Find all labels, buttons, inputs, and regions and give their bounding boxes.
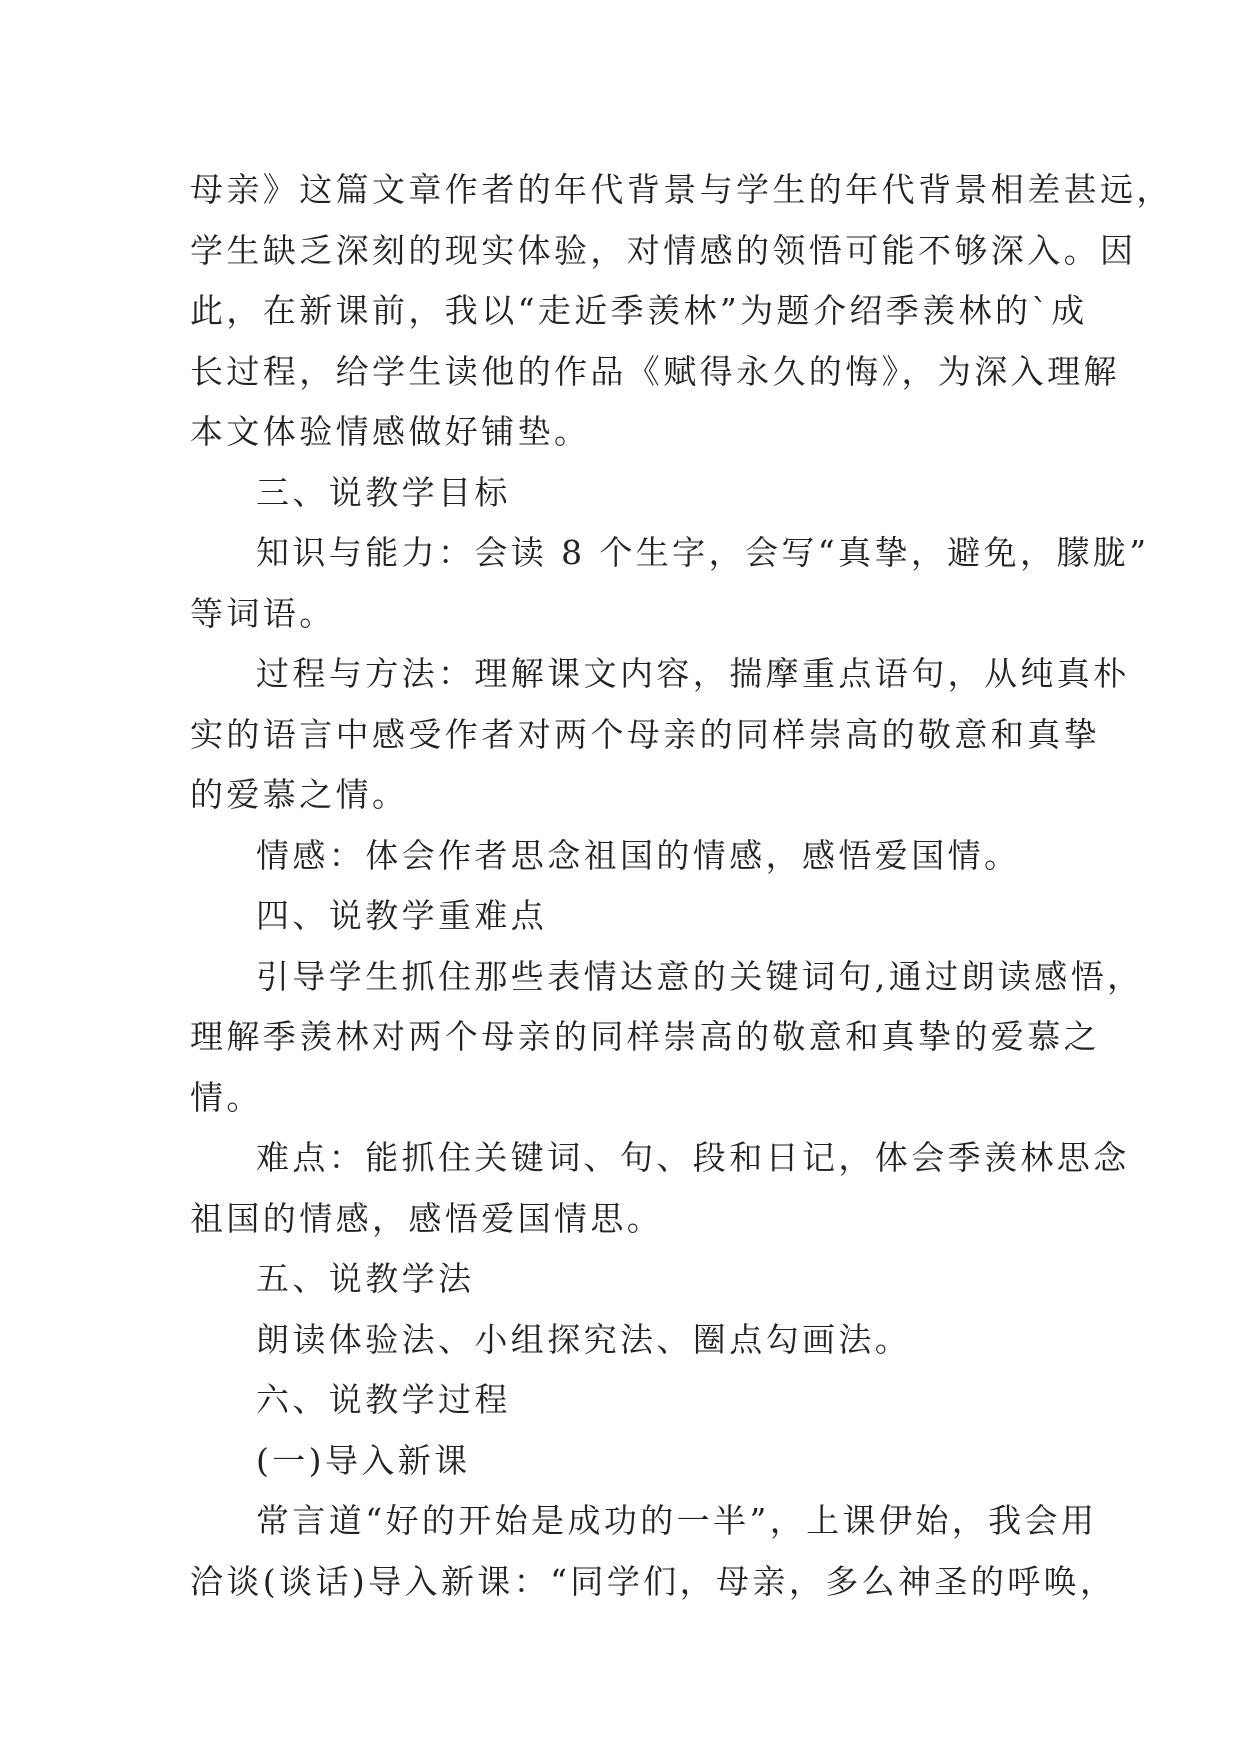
text-line: 长过程，给学生读他的作品《赋得永久的悔》，为深入理解 (190, 351, 1120, 391)
text-line: (一)导入新课 (256, 1440, 471, 1480)
text-line: 情感：体会作者思念祖国的情感，感悟爱国情。 (256, 835, 1021, 875)
text-line: 理解季羡林对两个母亲的同样崇高的敬意和真挚的爱慕之 (190, 1017, 1100, 1056)
text-line: 难点：能抓住关键词、句、段和日记，体会季羡林思念 (256, 1138, 1130, 1177)
text-line: 实的语言中感受作者对两个母亲的同样崇高的敬意和真挚 (190, 714, 1100, 754)
text-line: 本文体验情感做好铺垫。 (190, 412, 591, 451)
text-line: 母亲》这篇文章作者的年代背景与学生的年代背景相差甚远， (190, 170, 1173, 209)
text-line: 常言道“好的开始是成功的一半”，上课伊始，我会用 (256, 1501, 1098, 1540)
text-line: 等词语。 (190, 593, 336, 633)
text-line: 此，在新课前，我以“走近季羡林”为题介绍季羡林的`成 (190, 291, 1088, 330)
text-line: 的爱慕之情。 (190, 775, 409, 814)
text-line: 学生缺乏深刻的现实体验，对情感的领悟可能不够深入。因 (190, 230, 1137, 270)
text-line: 知识与能力：会读 8 个生字，会写“真挚，避免，朦胧” (256, 533, 1150, 572)
document-body (190, 160, 1173, 1612)
text-line: 五、说教学法 (256, 1259, 475, 1298)
text-line: 引导学生抓住那些表情达意的关键词句,通过朗读感悟， (256, 956, 1144, 996)
text-line: 朗读体验法、小组探究法、圈点勾画法。 (256, 1319, 912, 1359)
text-line: 祖国的情感，感悟爱国情思。 (190, 1198, 664, 1238)
text-line: 情。 (190, 1077, 263, 1117)
text-line: 洽谈(谈话)导入新课：“同学们，母亲，多么神圣的呼唤， (190, 1561, 1117, 1601)
text-line: 过程与方法：理解课文内容，揣摩重点语句，从纯真朴 (256, 654, 1130, 693)
text-line: 三、说教学目标 (256, 472, 511, 512)
text-line: 六、说教学过程 (256, 1380, 511, 1419)
text-line: 四、说教学重难点 (256, 896, 548, 935)
